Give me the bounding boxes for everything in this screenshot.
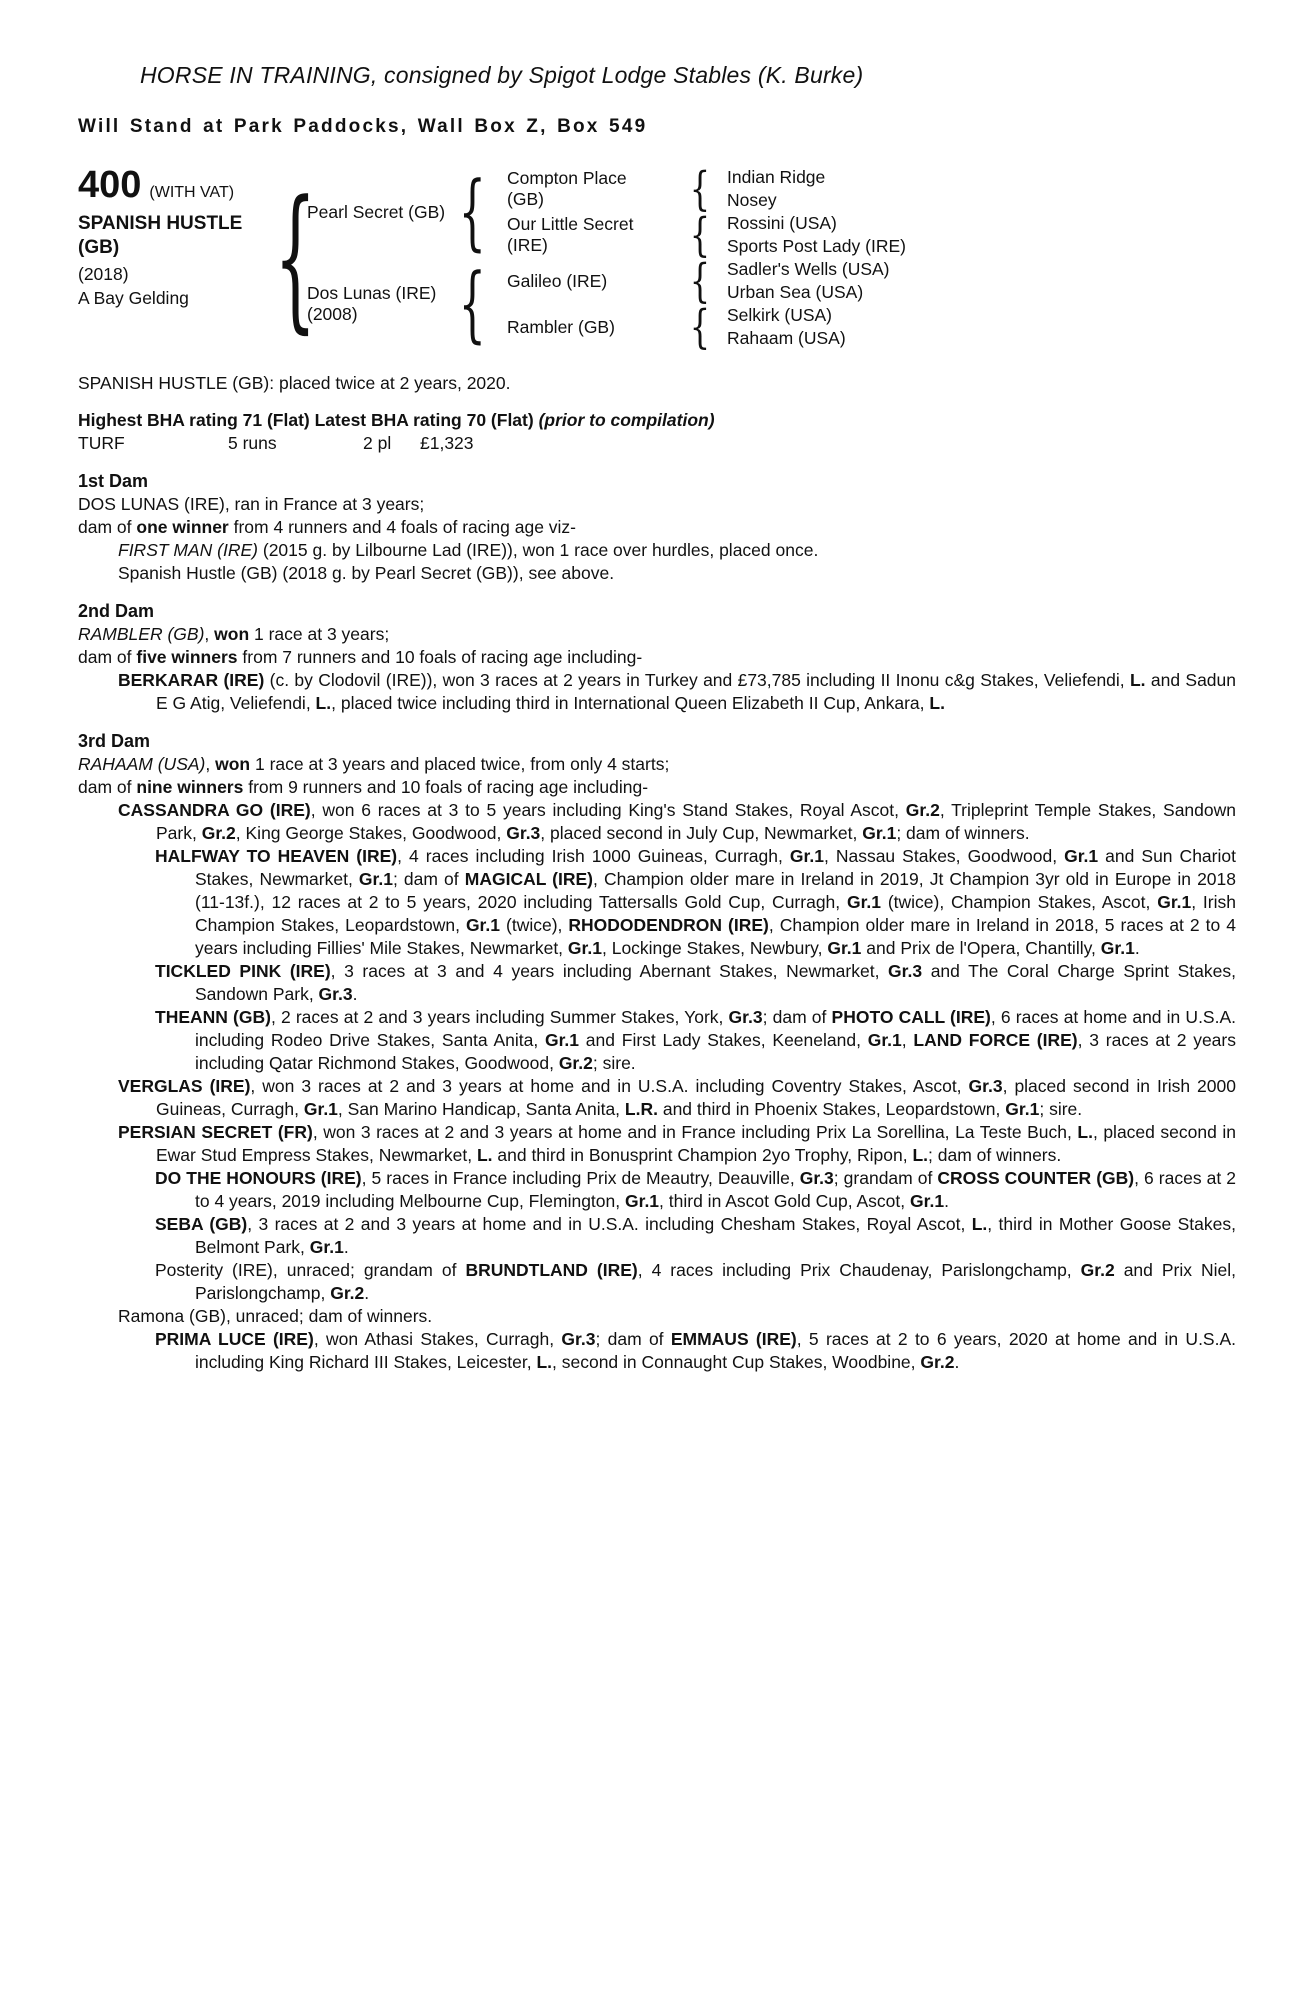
- horse-name: SPANISH HUSTLE (GB): [78, 213, 243, 258]
- text-run: , placed second in Ewar Stud Empress Stakes, Newmarket,: [156, 1122, 1236, 1165]
- text-run: EMMAUS (IRE): [670, 1329, 797, 1349]
- text-run: L.: [536, 1352, 552, 1372]
- bha-ratings-block: [78, 409, 1236, 455]
- text-run: Gr.2: [330, 1283, 365, 1303]
- text-run: , placed second in Irish 2000 Guineas, Curragh,: [156, 1076, 1236, 1119]
- text-run: Gr.3: [799, 1168, 834, 1188]
- text-run: Gr.1: [465, 915, 500, 935]
- text-run: PHOTO CALL (IRE): [831, 1007, 991, 1027]
- text-run: DO THE HONOURS (IRE): [155, 1168, 362, 1188]
- text-run: from 4 runners and 4 foals of racing age viz-: [228, 517, 577, 537]
- text-run: Gr.1: [867, 1030, 902, 1050]
- text-run: Gr.2: [905, 800, 940, 820]
- text-run: dam of: [78, 647, 137, 667]
- text-run: L.: [476, 1145, 493, 1165]
- text-run: dam of: [78, 777, 137, 797]
- pedigree-entry-tickled-pink: [78, 960, 1236, 1006]
- race-record-summary-row: [78, 432, 1236, 455]
- text-run: Gr.1: [827, 938, 862, 958]
- text-run: won: [214, 624, 250, 644]
- text-run: nine winners: [136, 777, 244, 797]
- bha-ratings-line: [78, 409, 1236, 432]
- pedigree-entry-spanish-hustle: [78, 562, 1236, 585]
- dam-dam-sire-name: Selkirk (USA): [727, 305, 833, 325]
- text-run: BRUNDTLAND (IRE): [465, 1260, 638, 1280]
- dam-dam-name: [487, 304, 687, 350]
- text-run: Gr.1: [544, 1030, 580, 1050]
- text-run: Gr.3: [728, 1007, 763, 1027]
- brace-glyph: {: [689, 254, 711, 308]
- text-run: DOS LUNAS (IRE), ran in France at 3 years;: [78, 494, 425, 514]
- text-run: TICKLED PINK (IRE): [155, 961, 331, 981]
- dam2-produce-summary: [78, 646, 1236, 669]
- text-run: and First Lady Stakes, Keeneland,: [579, 1030, 868, 1050]
- text-run: L.: [929, 693, 945, 713]
- text-run: (c. by Clodovil (IRE)), won 3 races at 2 years in Turkey and £73,785 including II Inonu c&g Stakes, Veliefendi,: [264, 670, 1130, 690]
- text-run: , Tripleprint Temple Stakes, Sandown Park,: [156, 800, 1236, 843]
- text-run: ,: [204, 624, 215, 644]
- text-run: , 2 races at 2 and 3 years including Summer Stakes, York,: [270, 1007, 729, 1027]
- text-run: , won 3 races at 2 and 3 years at home and in France including Prix La Sorellina, La Teste Buch,: [312, 1122, 1078, 1142]
- text-run: Gr.2: [1080, 1260, 1115, 1280]
- text-run: 1 race at 3 years and placed twice, from only 4 starts;: [250, 754, 670, 774]
- text-run: , 5 races in France including Prix de Meautry, Deauville,: [361, 1168, 800, 1188]
- runs-value: 5 runs: [228, 433, 277, 453]
- lot-pedigree-block: [78, 162, 1236, 354]
- dam-sire-parents-brace: [687, 254, 713, 308]
- text-run: , 6 races at home and in U.S.A. including Rodeo Drive Stakes, Santa Anita,: [195, 1007, 1237, 1050]
- text-run: LAND FORCE (IRE): [913, 1030, 1078, 1050]
- pedigree-entry-theann: [78, 1006, 1236, 1075]
- places-value: 2 pl: [363, 433, 392, 453]
- section-2nd-dam: [78, 600, 1236, 715]
- text-run: .: [954, 1352, 960, 1372]
- dam-name: [307, 258, 457, 350]
- text-run: , third in Ascot Gold Cup, Ascot,: [659, 1191, 911, 1211]
- consignor-line: HORSE IN TRAINING, consigned by Spigot Lodge Stables (K. Burke): [140, 62, 864, 88]
- text-run: CASSANDRA GO (IRE): [118, 800, 311, 820]
- earnings-value: £1,323: [420, 433, 474, 453]
- text-run: ; sire.: [1039, 1099, 1083, 1119]
- sire-dam-name: [487, 212, 687, 258]
- lot-number: 400: [78, 164, 142, 206]
- text-run: Gr.1: [846, 892, 882, 912]
- text-run: Spanish Hustle (GB) (2018 g. by Pearl Secret (GB)), see above.: [118, 563, 615, 583]
- brace-glyph: {: [689, 300, 711, 354]
- text-run: , Champion older mare in Ireland in 2019, Jt Champion 3yr old in Europe in 2018 (11-13f.), 12 races at 2 to 5 years, 2020 including Tattersalls Gold Cup, Curragh,: [195, 869, 1236, 912]
- foal-year: (2018): [78, 264, 129, 284]
- text-run: 1 race at 3 years;: [249, 624, 390, 644]
- pedigree-entry-seba: [78, 1213, 1236, 1259]
- text-run: one winner: [136, 517, 229, 537]
- race-record-line: [78, 372, 1236, 395]
- sire-sire-dam-name: Nosey: [727, 190, 777, 210]
- text-run: .: [343, 1237, 349, 1257]
- sire-sire-parents-brace: [687, 162, 713, 216]
- surface-label: TURF: [78, 433, 125, 453]
- text-run: , placed twice including third in International Queen Elizabeth II Cup, Ankara,: [331, 693, 930, 713]
- text-run: L.: [1129, 670, 1146, 690]
- text-run: .: [352, 984, 358, 1004]
- text-run: ; grandam of: [833, 1168, 938, 1188]
- text-run: , 3 races at 3 and 4 years including Abernant Stakes, Newmarket,: [330, 961, 889, 981]
- brace-glyph: {: [458, 164, 486, 260]
- sire-sire-sire-name: Indian Ridge: [727, 167, 826, 187]
- colour-sex-description: A Bay Gelding: [78, 288, 189, 308]
- text-run: RHODODENDRON (IRE): [568, 915, 769, 935]
- stand-location-line: Will Stand at Park Paddocks, Wall Box Z, Box 549: [78, 116, 648, 137]
- text-run: SPANISH HUSTLE (GB): placed twice at 2 years, 2020.: [78, 373, 511, 393]
- text-run: (2015 g. by Lilbourne Lad (IRE)), won 1 race over hurdles, placed once.: [258, 540, 819, 560]
- text-run: RAHAAM (USA): [78, 754, 206, 774]
- pedigree-entry-persian-secret: [78, 1121, 1236, 1167]
- sire-dam-parents-brace: [687, 208, 713, 262]
- text-run: MAGICAL (IRE): [464, 869, 594, 889]
- brace-glyph: {: [273, 167, 317, 349]
- text-run: , placed second in July Cup, Newmarket,: [540, 823, 863, 843]
- lot-number-row: [78, 166, 283, 204]
- parents-brace: [273, 166, 317, 350]
- text-run: CROSS COUNTER (GB): [937, 1168, 1135, 1188]
- dam1-line: [78, 493, 1236, 516]
- text-run: (twice), Champion Stakes, Ascot,: [881, 892, 1158, 912]
- text-run: Ramona (GB), unraced; dam of winners.: [118, 1306, 433, 1326]
- pedigree-entry-prima-luce: [78, 1328, 1236, 1374]
- text-run: Highest BHA rating 71 (Flat) Latest BHA rating 70 (Flat): [78, 410, 539, 430]
- text-run: Gr.1: [358, 869, 393, 889]
- text-run: and Sun Chariot Stakes, Newmarket,: [195, 846, 1236, 889]
- text-run: PRIMA LUCE (IRE): [155, 1329, 314, 1349]
- text-run: Gr.1: [789, 846, 824, 866]
- brace-glyph: {: [689, 162, 711, 216]
- dam-heading-2: 2nd Dam: [78, 601, 155, 621]
- text-run: , won 3 races at 2 and 3 years at home and in U.S.A. including Coventry Stakes, Ascot,: [250, 1076, 969, 1096]
- text-run: L.: [912, 1145, 928, 1165]
- text-run: and Sadun E G Atig, Veliefendi,: [156, 670, 1236, 713]
- text-run: SEBA (GB): [155, 1214, 248, 1234]
- dam-grandparents-brace: [457, 258, 487, 350]
- dam3-line: [78, 753, 1236, 776]
- sire-dam-dam-name: Sports Post Lady (IRE): [727, 236, 906, 256]
- sire-grandparents-brace: [457, 166, 487, 258]
- text-run: Gr.1: [862, 823, 897, 843]
- section-3rd-dam: [78, 730, 1236, 1374]
- text-run: , 4 races including Prix Chaudenay, Parislongchamp,: [637, 1260, 1081, 1280]
- pedigree-entry-ramona: [78, 1305, 1236, 1328]
- text-run: ,: [901, 1030, 914, 1050]
- text-run: five winners: [136, 647, 238, 667]
- dam1-produce-summary: [78, 516, 1236, 539]
- text-run: Gr.3: [888, 961, 923, 981]
- text-run: VERGLAS (IRE): [118, 1076, 251, 1096]
- text-run: Gr.3: [561, 1329, 596, 1349]
- pedigree-entry-halfway-to-heaven: [78, 845, 1236, 960]
- text-run: and Prix de l'Opera, Chantilly,: [861, 938, 1101, 958]
- dam-sire-name: [487, 258, 687, 304]
- text-run: Gr.1: [910, 1191, 945, 1211]
- pedigree-entry-do-the-honours: [78, 1167, 1236, 1213]
- text-run: , King George Stakes, Goodwood,: [235, 823, 507, 843]
- sire-dam-sire-name: Rossini (USA): [727, 213, 837, 233]
- text-run: and third in Phoenix Stakes, Leopardstown,: [657, 1099, 1006, 1119]
- text-run: and third in Bonusprint Champion 2yo Trophy, Ripon,: [492, 1145, 913, 1165]
- dam3-produce-summary: [78, 776, 1236, 799]
- text-run: HALFWAY TO HEAVEN (IRE): [155, 846, 398, 866]
- text-run: PERSIAN SECRET (FR): [118, 1122, 313, 1142]
- text-run: ; dam of winners.: [928, 1145, 1062, 1165]
- pedigree-entry-verglas: [78, 1075, 1236, 1121]
- text-run: Posterity (IRE), unraced; grandam of: [155, 1260, 466, 1280]
- text-run: Gr.2: [558, 1053, 593, 1073]
- pedigree-entry-first-man: [78, 539, 1236, 562]
- text-run: , 3 races at 2 years including Qatar Richmond Stakes, Goodwood,: [195, 1030, 1236, 1073]
- dam-sire-sire-name: Sadler's Wells (USA): [727, 259, 890, 279]
- text-run: Gr.1: [1100, 938, 1135, 958]
- text-run: Gr.1: [624, 1191, 660, 1211]
- text-run: BERKARAR (IRE): [118, 670, 265, 690]
- pedigree-entry-cassandra-go: [78, 799, 1236, 845]
- dam-sire-dam-name: Urban Sea (USA): [727, 282, 864, 302]
- text-run: and The Coral Charge Sprint Stakes, Sandown Park,: [195, 961, 1236, 1004]
- text-run: , second in Connaught Cup Stakes, Woodbine,: [552, 1352, 921, 1372]
- text-run: , 4 races including Irish 1000 Guineas, Curragh,: [397, 846, 790, 866]
- text-run: from 7 runners and 10 foals of racing age including-: [237, 647, 643, 667]
- text-run: L.R.: [624, 1099, 658, 1119]
- text-run: L.: [315, 693, 332, 713]
- text-run: .: [364, 1283, 370, 1303]
- dam-name-text: Dos Lunas (IRE) (2008): [307, 283, 437, 324]
- text-run: ; dam of: [595, 1329, 671, 1349]
- dam-heading-1: 1st Dam: [78, 471, 149, 491]
- text-run: ; sire.: [592, 1053, 636, 1073]
- dam-dam-parents-brace: [687, 300, 713, 354]
- text-run: , 3 races at 2 and 3 years at home and in U.S.A. including Chesham Stakes, Royal Ascot,: [247, 1214, 972, 1234]
- text-run: , 5 races at 2 to 6 years, 2020 at home and in U.S.A. including King Richard III Stakes, Leicester,: [195, 1329, 1236, 1372]
- brace-glyph: {: [689, 208, 711, 262]
- text-run: , won 6 races at 3 to 5 years including King's Stand Stakes, Royal Ascot,: [310, 800, 906, 820]
- text-run: (twice),: [500, 915, 569, 935]
- text-run: Gr.1: [1064, 846, 1099, 866]
- text-run: , won Athasi Stakes, Curragh,: [313, 1329, 562, 1349]
- text-run: L.: [1077, 1122, 1093, 1142]
- text-run: (prior to compilation): [538, 410, 715, 430]
- text-run: Gr.3: [318, 984, 353, 1004]
- lot-details: [78, 166, 283, 350]
- text-run: Gr.1: [567, 938, 602, 958]
- dam2-line: [78, 623, 1236, 646]
- text-run: and Prix Niel, Parislongchamp,: [195, 1260, 1237, 1303]
- text-run: won: [215, 754, 251, 774]
- text-run: , Champion older mare in Ireland in 2018, 5 races at 2 to 4 years including Fillies' Mile Stakes, Newmarket,: [195, 915, 1236, 958]
- text-run: L.: [971, 1214, 988, 1234]
- pedigree-tree: [273, 162, 1236, 354]
- text-run: , San Marino Handicap, Santa Anita,: [337, 1099, 625, 1119]
- text-run: FIRST MAN (IRE): [118, 540, 258, 560]
- dam-dam-name-text: Rambler (GB): [507, 316, 615, 337]
- dam-dam-dam-name: Rahaam (USA): [727, 328, 846, 348]
- pedigree-entry-posterity: [78, 1259, 1236, 1305]
- dam-heading-3: 3rd Dam: [78, 731, 151, 751]
- text-run: ,: [205, 754, 216, 774]
- text-run: .: [944, 1191, 949, 1211]
- text-run: Gr.2: [920, 1352, 955, 1372]
- text-run: , Lockinge Stakes, Newbury,: [601, 938, 828, 958]
- text-run: ; dam of: [762, 1007, 832, 1027]
- text-run: Gr.3: [506, 823, 541, 843]
- sire-sire-name: [487, 166, 687, 212]
- text-run: Gr.3: [968, 1076, 1003, 1096]
- text-run: THEANN (GB): [155, 1007, 271, 1027]
- text-run: , 6 races at 2 to 4 years, 2019 including Melbourne Cup, Flemington,: [195, 1168, 1236, 1211]
- text-run: , Irish Champion Stakes, Leopardstown,: [195, 892, 1236, 935]
- text-run: .: [1134, 938, 1140, 958]
- text-run: Gr.2: [201, 823, 236, 843]
- text-run: dam of: [78, 517, 137, 537]
- text-run: ; dam of: [392, 869, 465, 889]
- sire-sire-name-text: Compton Place (GB): [507, 168, 627, 209]
- pedigree-entry-berkarar: [78, 669, 1236, 715]
- text-run: , third in Mother Goose Stakes, Belmont Park,: [195, 1214, 1236, 1257]
- text-run: Gr.1: [309, 1237, 344, 1257]
- section-1st-dam: [78, 470, 1236, 585]
- text-run: Gr.1: [303, 1099, 338, 1119]
- text-run: from 9 runners and 10 foals of racing age including-: [243, 777, 649, 797]
- sire-dam-name-text: Our Little Secret (IRE): [507, 214, 634, 255]
- text-run: Gr.1: [1005, 1099, 1040, 1119]
- dam-sire-name-text: Galileo (IRE): [507, 270, 608, 291]
- sire-name: [307, 166, 457, 258]
- brace-glyph: {: [458, 256, 486, 352]
- sire-name-text: Pearl Secret (GB): [307, 201, 446, 222]
- text-run: RAMBLER (GB): [78, 624, 205, 644]
- vat-note: (WITH VAT): [149, 184, 235, 201]
- text-run: ; dam of winners.: [896, 823, 1030, 843]
- text-run: Gr.1: [1157, 892, 1192, 912]
- text-run: , Nassau Stakes, Goodwood,: [823, 846, 1065, 866]
